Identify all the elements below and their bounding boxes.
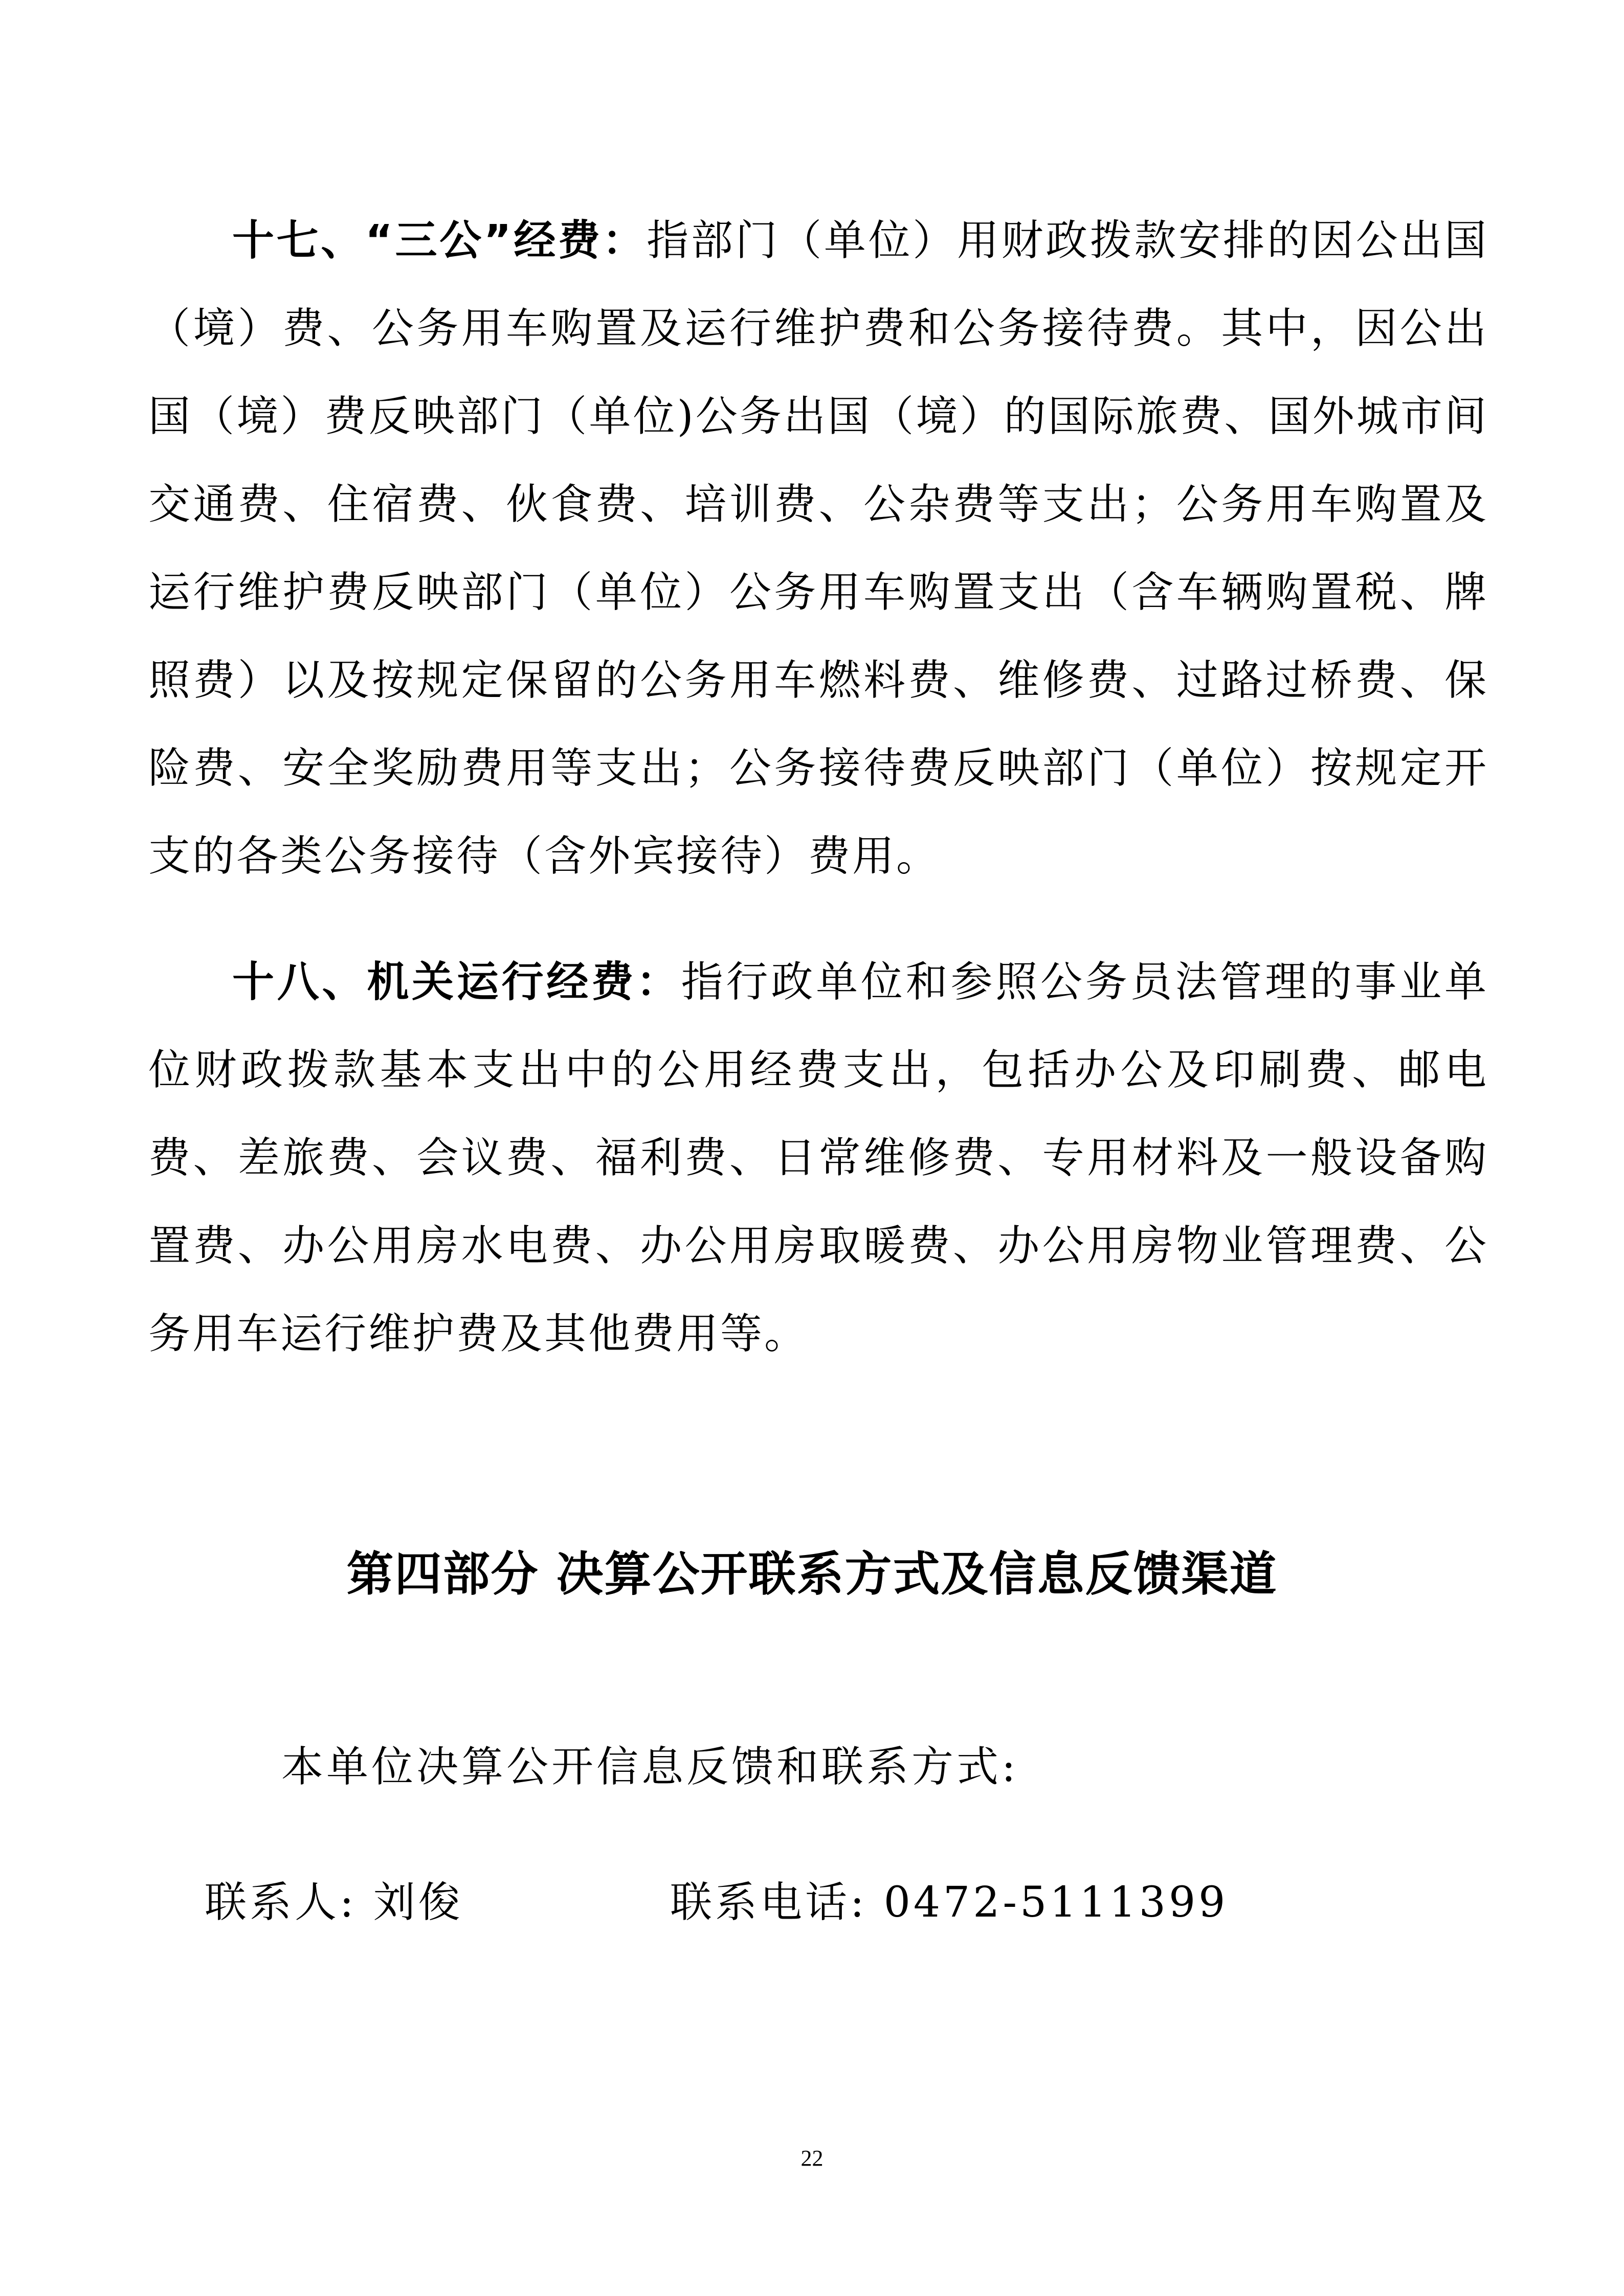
- phone-number: 0472-5111399: [883, 1878, 1229, 1927]
- section-title: 第四部分 决算公开联系方式及信息反馈渠道: [346, 1547, 1278, 1602]
- paragraph-heading: 十七、“三公”经费：: [232, 216, 647, 265]
- contact-line: [205, 1869, 1483, 1929]
- paragraph-agency-operating-expenses: [148, 938, 1488, 1378]
- paragraph-heading: 十八、机关运行经费：: [232, 958, 681, 1006]
- paragraph-body: 指行政单位和参照公务员法管理的事业单位财政拨款基本支出中的公用经费支出，包括办公及印刷费、邮电费、差旅费、会议费、福利费、日常维修费、专用材料及一般设备购置费、办公用房水电费、办公用房取暖费、办公用房物业管理费、公务用车运行维护费及其他费用等。: [148, 958, 1488, 1358]
- phone-label: 联系电话:: [670, 1878, 867, 1927]
- page-number: 22: [800, 2146, 824, 2171]
- paragraph-three-public-expenses: [148, 197, 1488, 901]
- contact-label: 联系人:: [205, 1878, 357, 1927]
- contact-intro: 本单位决算公开信息反馈和联系方式:: [281, 1743, 1019, 1791]
- phone-group: [670, 1869, 1228, 1929]
- contact-name: 刘俊: [373, 1878, 463, 1927]
- paragraph-body: 指部门（单位）用财政拨款安排的因公出国（境）费、公务用车购置及运行维护费和公务接待费。其中，因公出国（境）费反映部门（单位)公务出国（境）的国际旅费、国外城市间交通费、住宿费、伙食费、培训费、公杂费等支出；公务用车购置及运行维护费反映部门（单位）公务用车购置支出（含车辆购置税、牌照费）以及按规定保留的公务用车燃料费、维修费、过路过桥费、保险费、安全奖励费用等支出；公务接待费反映部门（单位）按规定开支的各类公务接待（含外宾接待）费用。: [148, 216, 1488, 881]
